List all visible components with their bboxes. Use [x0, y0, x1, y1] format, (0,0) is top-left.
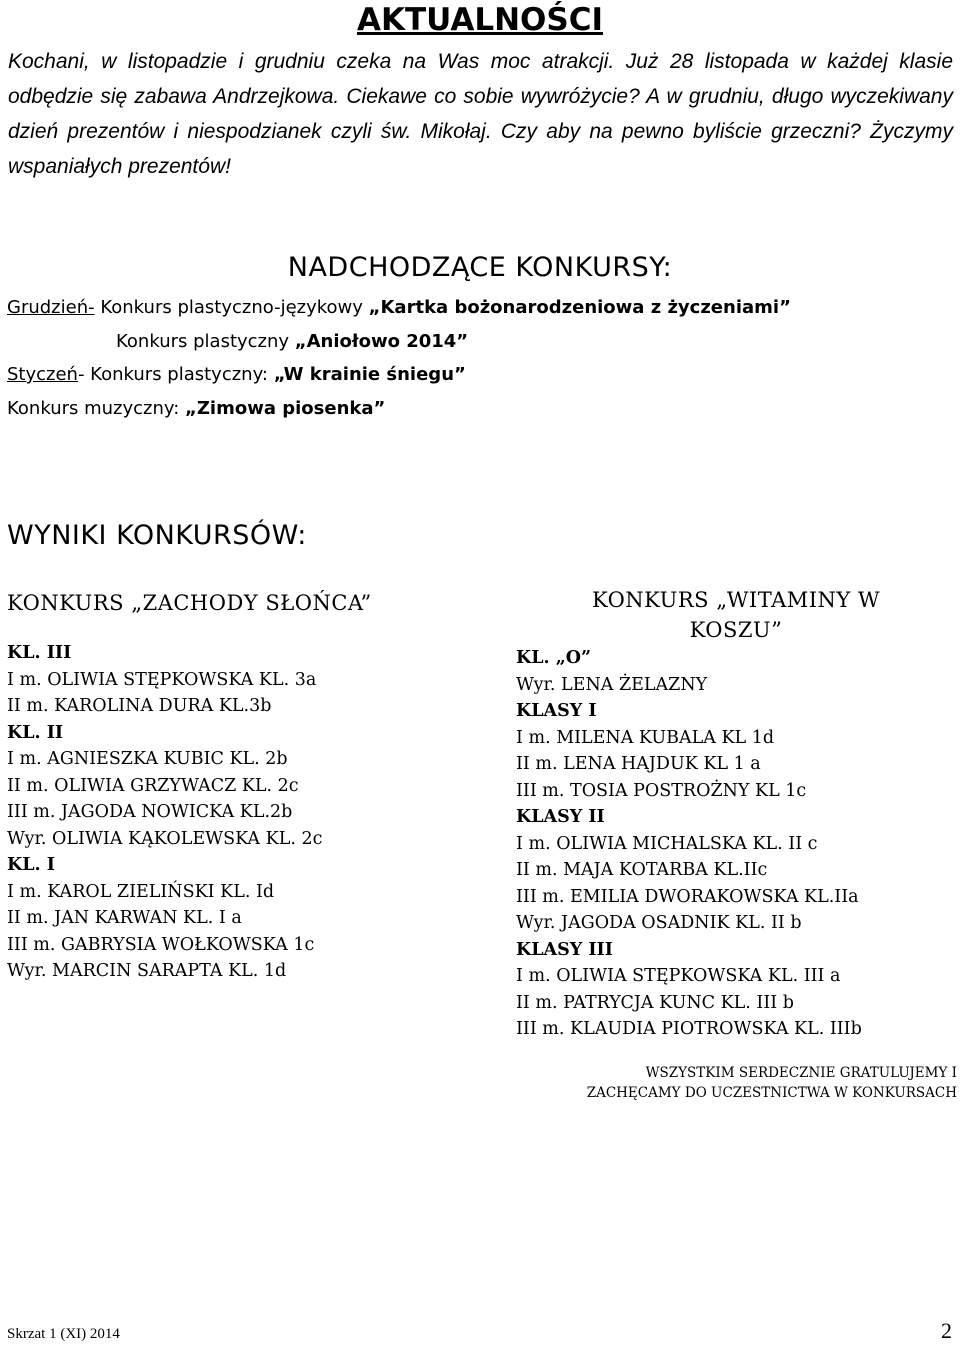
result-entry: I m. KAROL ZIELIŃSKI KL. Id: [7, 881, 275, 902]
upcoming-contests-heading: NADCHODZĄCE KONKURSY:: [287, 252, 673, 283]
result-entry: III m. KLAUDIA PIOTROWSKA KL. IIIb: [516, 1019, 862, 1039]
contest-title: „Kartka bożonarodzeniowa z życzeniami”: [368, 297, 791, 318]
result-entry: III m. JAGODA NOWICKA KL.2b: [7, 802, 293, 822]
result-entry: Wyr. JAGODA OSADNIK KL. II b: [516, 913, 802, 933]
class-group-label: KL. III: [7, 643, 72, 663]
contest-title: „Zimowa piosenka”: [185, 398, 386, 419]
results-sunsets-column: [7, 588, 477, 985]
class-group-label: KLASY II: [516, 807, 605, 827]
contest-title: „Aniołowo 2014”: [294, 331, 469, 352]
result-entry: II m. JAN KARWAN KL. I a: [7, 908, 242, 928]
result-entry: III m. TOSIA POSTROŻNY KL 1c: [516, 780, 807, 801]
news-text: Kochani, w listopadzie i grudniu czeka na Was moc atrakcji. Już 28 listopada w każdej klasie odbędzie się zabawa Andrzejkowa. Ciekawe co sobie wywróżycie? A w grudniu, długo wyczekiwany dzień prezentów i niespodzianek czyli św. Mikołaj. Czy aby na pewno byliście grzeczni? Życzymy wspaniałych prezentów!: [8, 50, 953, 178]
results-vitamins-list: [516, 645, 956, 1043]
contest-month: Styczeń: [7, 364, 78, 385]
contest-january-line: [7, 364, 466, 385]
news-title: AKTUALNOŚCI: [356, 2, 604, 38]
contest-title: „W krainie śniegu”: [273, 364, 466, 385]
result-entry: I m. AGNIESZKA KUBIC KL. 2b: [7, 749, 288, 769]
result-entry: Wyr. OLIWIA KĄKOLEWSKA KL. 2c: [7, 828, 323, 849]
footer-issue: Skrzat 1 (XI) 2014: [7, 1326, 120, 1342]
class-group-label: KL. „O”: [516, 648, 592, 668]
class-group-label: KL. II: [7, 722, 64, 743]
result-entry: I m. OLIWIA STĘPKOWSKA KL. III a: [516, 966, 841, 986]
contest-month: Grudzień-: [7, 297, 95, 318]
contest-music-line: [7, 398, 385, 419]
result-entry: III m. EMILIA DWORAKOWSKA KL.IIa: [516, 886, 859, 907]
result-entry: Wyr. MARCIN SARAPTA KL. 1d: [7, 961, 287, 981]
result-entry: II m. LENA HAJDUK KL 1 a: [516, 754, 761, 774]
closing-message: [520, 1063, 957, 1103]
contest-description: Konkurs plastyczny: [116, 331, 295, 352]
footer-page-number: 2: [941, 1318, 952, 1343]
class-group-label: KLASY III: [516, 939, 613, 960]
result-entry: III m. GABRYSIA WOŁKOWSKA 1c: [7, 934, 315, 955]
contest-description: - Konkurs plastyczny:: [77, 364, 274, 385]
results-vitamins-column: [516, 585, 956, 1043]
result-entry: I m. OLIWIA STĘPKOWSKA KL. 3a: [7, 669, 317, 690]
class-group-label: KL. I: [7, 855, 55, 875]
title-line: KOSZU”: [689, 618, 783, 642]
contest-december-line: [7, 297, 791, 318]
result-entry: II m. KAROLINA DURA KL.3b: [7, 696, 272, 716]
result-entry: II m. PATRYCJA KUNC KL. III b: [516, 992, 794, 1013]
result-entry: Wyr. LENA ŻELAZNY: [516, 674, 708, 695]
result-entry: II m. MAJA KOTARBA KL.IIc: [516, 860, 768, 880]
contest-description: Konkurs muzyczny:: [7, 398, 186, 419]
result-entry: I m. MILENA KUBALA KL 1d: [516, 727, 775, 748]
closing-line: ZACHĘCAMY DO UCZESTNICTWA W KONKURSACH: [586, 1085, 957, 1101]
contest-description: Konkurs plastyczno-językowy: [94, 297, 369, 318]
results-sunsets-list: [7, 640, 477, 985]
results-vitamins-title: [516, 585, 956, 645]
result-entry: I m. OLIWIA MICHALSKA KL. II c: [516, 833, 818, 854]
contest-angels-line: [116, 331, 468, 352]
results-heading: WYNIKI KONKURSÓW:: [7, 520, 307, 551]
class-group-label: KLASY I: [516, 701, 597, 721]
result-entry: II m. OLIWIA GRZYWACZ KL. 2c: [7, 775, 299, 796]
title-line: KONKURS „WITAMINY W: [591, 588, 881, 612]
results-sunsets-title: KONKURS „ZACHODY SŁOŃCA”: [7, 591, 372, 615]
closing-line: WSZYSTKIM SERDECZNIE GRATULUJEMY I: [645, 1065, 957, 1081]
